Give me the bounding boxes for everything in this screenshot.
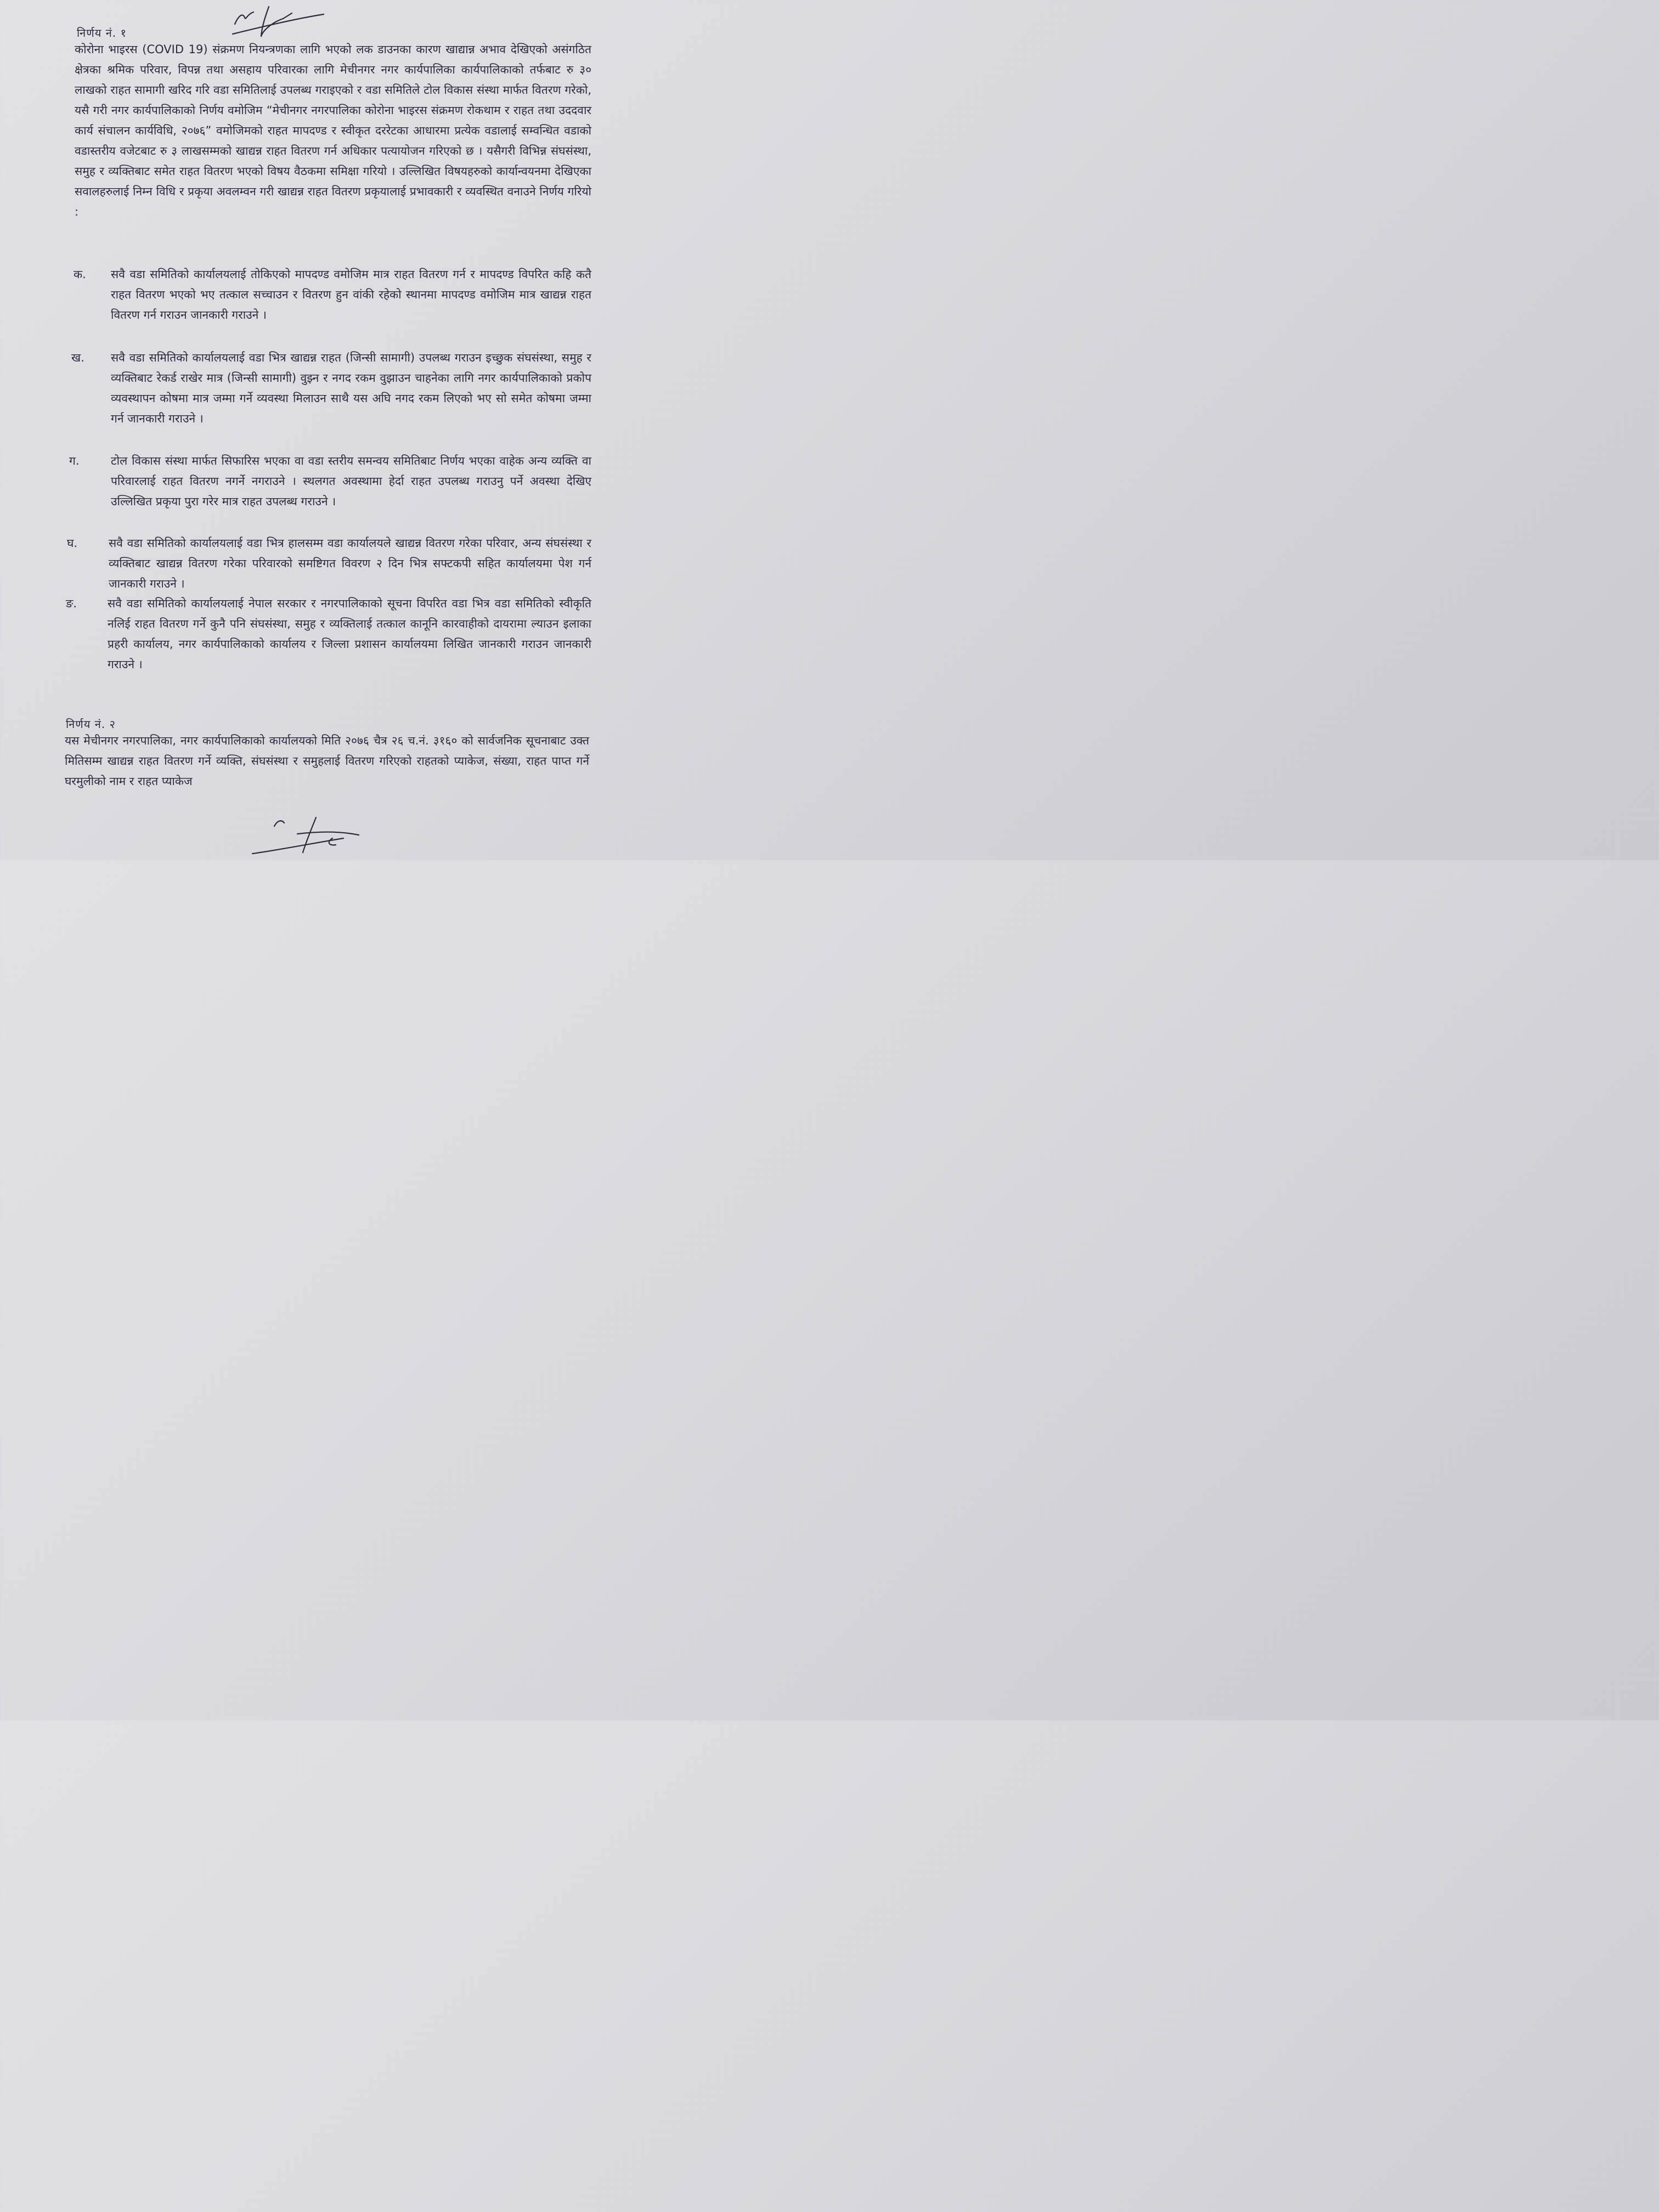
- item-text: सवै वडा समितिको कार्यालयलाई नेपाल सरकार र नगरपालिकाको सूचना विपरित वडा भित्र वडा समितिको स्वीकृति नलिई राहत वितरण गर्ने कुनै पनि संघसंस्था, समुह र व्यक्तिलाई तत्काल कानूनि कारवाहीको दायरामा ल्याउन इलाका प्रहरी कार्यालय, नगर कार्यपालिकाको कार्यालय र जिल्ला प्रशासन कार्यालयमा लिखित जानकारी गराउन जानकारी गराउने ।: [108, 597, 591, 671]
- decision-1-item: [67, 533, 591, 595]
- signature-bottom: [250, 814, 365, 858]
- item-label: घ.: [67, 537, 78, 550]
- item-label: क.: [74, 268, 86, 281]
- decision-1-item: [69, 451, 591, 533]
- signature-top: [230, 2, 329, 43]
- decision-1-item: [71, 348, 591, 450]
- item-text: टोल विकास संस्था मार्फत सिफारिस भएका वा वडा स्तरीय समन्वय समितिबाट निर्णय भएका वाहेक अन्य व्यक्ति वा परिवारलाई राहत वितरण नगर्ने नगराउने । स्थलगत अवस्थामा हेर्दा राहत उपलब्ध गराउनु पर्ने अवस्था देखिए उल्लिखित प्रकृया पुरा गरेर मात्र राहत उपलब्ध गराउने ।: [111, 454, 591, 508]
- decision-1-item: [74, 264, 591, 347]
- item-text: सवै वडा समितिको कार्यालयलाई तोकिएको मापदण्ड वमोजिम मात्र राहत वितरण गर्न र मापदण्ड विपरित कहि कतै राहत वितरण भएको भए तत्काल सच्चाउन र वितरण हुन वांकी रहेको स्थानमा मापदण्ड वमोजिम मात्र खाद्यन्न राहत वितरण गर्न गराउन जानकारी गराउने ।: [111, 268, 591, 321]
- item-text: सवै वडा समितिको कार्यालयलाई वडा भित्र हालसम्म वडा कार्यालयले खाद्यन्न वितरण गरेका परिवार, अन्य संघसंस्था र व्यक्तिबाट खाद्यन्न वितरण गरेका परिवारको समष्टिगत विवरण २ दिन भित्र सफ्टकपी सहित कार्यालयमा पेश गर्न जानकारी गराउने ।: [109, 537, 591, 590]
- decision-1-heading: निर्णय नं. १: [77, 26, 127, 40]
- decision-1-intro: कोरोना भाइरस (COVID 19) संक्रमण नियन्त्रणका लागि भएको लक डाउनका कारण खाद्यान्न अभाव देखिएको असंगठित क्षेत्रका श्रमिक परिवार, विपन्न तथा असहाय परिवारका लागि मेचीनगर नगर कार्यपालिका कार्यपालिकाको तर्फबाट रु ३० लाखको राहत सामागी खरिद गरि वडा समितिलाई उपलब्ध गराइएको र वडा समितिले टोल विकास संस्था मार्फत वितरण गरेको, यसै गरी नगर कार्यपालिकाको निर्णय वमोजिम “मेचीनगर नगरपालिका कोरोना भाइरस संक्रमण रोकथाम र राहत तथा उददवार कार्य संचालन कार्यविधि, २०७६” वमोजिमको राहत मापदण्ड र स्वीकृत दररेटका आधारमा प्रत्येक वडालाई सम्वन्धित वडाको वडास्तरीय वजेटबाट रु ३ लाखसम्मको खाद्यन्न राहत वितरण गर्न अधिकार पत्यायोजन गरिएको छ । यसैगरी विभिन्न संघसंस्था, समुह र व्यक्तिबाट समेत राहत वितरण भएको विषय वैठकमा समिक्षा गरियो । उल्लिखित विषयहरुको कार्यान्वयनमा देखिएका सवालहरुलाई निम्न विधि र प्रकृया अवलम्वन गरी खाद्यन्न राहत वितरण प्रकृयालाई प्रभावकारी र व्यवस्थित वनाउने निर्णय गरियो :: [75, 43, 591, 218]
- decision-1-item: [66, 594, 591, 696]
- item-label: ङ.: [66, 597, 77, 610]
- decision-2-text: यस मेचीनगर नगरपालिका, नगर कार्यपालिकाको कार्यालयको मिति २०७६ चैत्र २६ च.नं. ३१६० को सार्वजनिक सूचनाबाट उक्त मितिसम्म खाद्यन्न राहत वितरण गर्ने व्यक्ति, संघसंस्था र समुहलाई वितरण गरिएको राहतको प्याकेज, संख्या, राहत पाप्त गर्ने घरमुलीको नाम र राहत प्याकेज: [65, 734, 589, 788]
- item-label: ख.: [71, 351, 84, 364]
- decision-2-heading: निर्णय नं. २: [66, 718, 116, 731]
- document-page: [0, 0, 645, 860]
- item-label: ग.: [69, 454, 80, 467]
- item-text: सवै वडा समितिको कार्यालयलाई वडा भित्र खाद्यन्न राहत (जिन्सी सामागी) उपलब्ध गराउन इच्छुक संघसंस्था, समुह र व्यक्तिबाट रेकर्ड राखेर मात्र (जिन्सी सामागी) वुझ्न र नगद रकम वुझाउन चाहनेका लागि नगर कार्यपालिकाको प्रकोप व्यवस्थापन कोषमा मात्र जम्मा गर्ने व्यवस्था मिलाउन साथै यस अघि नगद रकम लिएको भए सो समेत कोषमा जम्मा गर्न जानकारी गराउने ।: [111, 351, 591, 425]
